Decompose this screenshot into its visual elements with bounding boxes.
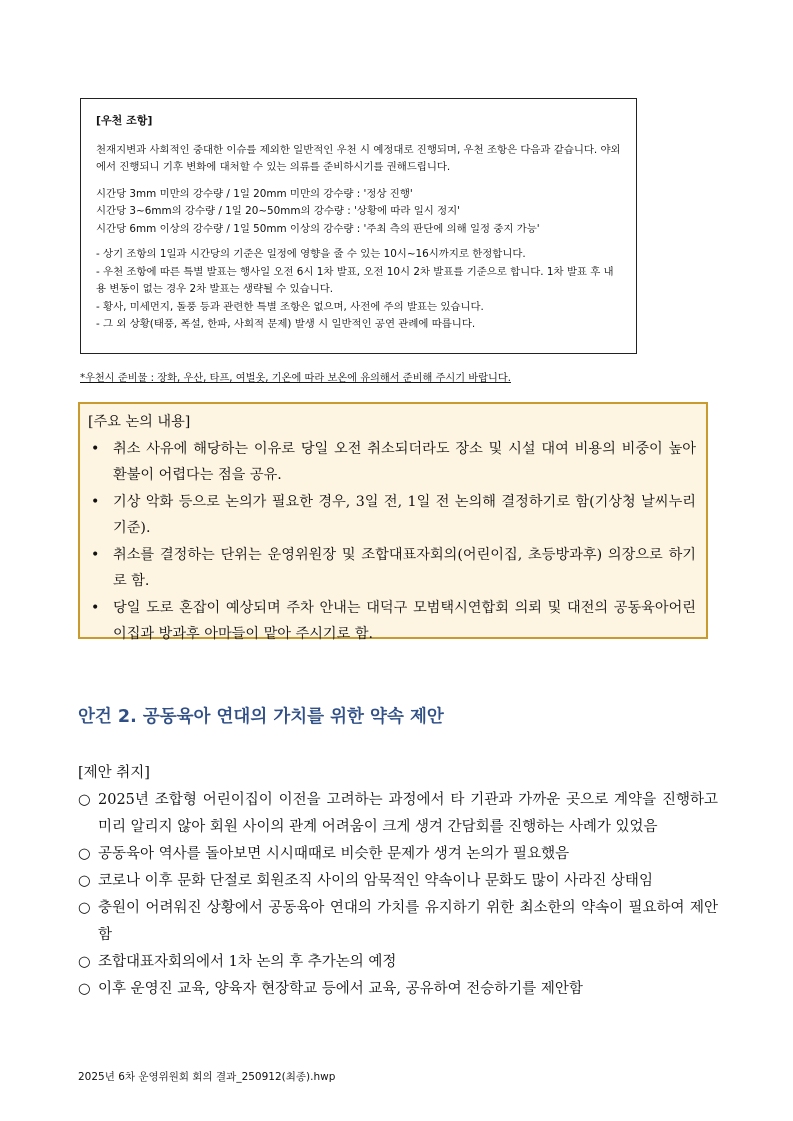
- proposal-item-text: 코로나 이후 문화 단절로 회원조직 사이의 암묵적인 약속이나 문화도 많이 사라진 상태임: [98, 873, 653, 889]
- proposal-item: [78, 949, 718, 976]
- agenda-2-title: 안건 2. 공동육아 연대의 가치를 위한 약속 제안: [78, 707, 444, 727]
- discussion-item: [88, 595, 696, 648]
- footer-filename: 2025년 6차 운영위원회 회의 결과_250912(최종).hwp: [78, 1071, 336, 1083]
- rain-clause-title: [우천 조항]: [96, 114, 153, 127]
- proposal-item: [78, 895, 718, 949]
- proposal-item-text: 조합대표자회의에서 1차 논의 후 추가논의 예정: [98, 954, 397, 970]
- bullet-icon: •: [91, 493, 100, 510]
- rain-note-3: - 황사, 미세먼지, 돌풍 등과 관련한 특별 조항은 없으며, 사전에 주의 발표는 있습니다.: [96, 300, 484, 313]
- rain-level-2: 시간당 3~6mm의 강수량 / 1일 20~50mm의 강수량 : '상황에 따라 일시 정지': [96, 205, 461, 217]
- proposal-item-text: 충원이 어려워진 상황에서 공동육아 연대의 가치를 유지하기 위한 최소한의 약속이 필요하여 제안함: [98, 900, 718, 943]
- rain-note-1: - 상기 조항의 1일과 시간당의 기준은 일정에 영향을 줄 수 있는 10시~16시까지로 한정합니다.: [96, 248, 526, 260]
- proposal-item: [78, 868, 718, 895]
- proposal-item: [78, 787, 718, 841]
- circle-bullet-icon: ○: [78, 981, 91, 997]
- bullet-icon: •: [91, 599, 100, 616]
- rain-level-3: 시간당 6mm 이상의 강수량 / 1일 50mm 이상의 강수량 : '주최 측의 판단에 의해 일정 중지 가능': [96, 222, 540, 235]
- discussion-box: [78, 402, 708, 642]
- proposal-item: [78, 976, 718, 1003]
- bullet-icon: •: [91, 546, 100, 563]
- rain-note-4: - 그 외 상황(태풍, 폭설, 한파, 사회적 문제) 발생 시 일반적인 공연 관례에 따릅니다.: [96, 318, 476, 330]
- proposal-heading: [제안 취지]: [78, 765, 150, 781]
- proposal-item: [78, 841, 718, 868]
- proposal-section: [78, 760, 718, 1003]
- rain-preparation-note: *우천시 준비물 : 장화, 우산, 타프, 여벌옷, 기온에 따라 보온에 유의해서 준비해 주시기 바랍니다.: [80, 373, 511, 384]
- circle-bullet-icon: ○: [78, 900, 91, 916]
- discussion-item: [88, 489, 696, 542]
- discussion-item-text: 취소를 결정하는 단위는 운영위원장 및 조합대표자회의(어린이집, 초등방과후) 의장으로 하기로 함.: [113, 546, 696, 589]
- proposal-item-text: 이후 운영진 교육, 양육자 현장학교 등에서 교육, 공유하여 전승하기를 제안함: [98, 981, 583, 997]
- circle-bullet-icon: ○: [78, 873, 91, 889]
- discussion-title: [주요 논의 내용]: [88, 414, 191, 430]
- proposal-item-text: 공동육아 역사를 돌아보면 시시때때로 비슷한 문제가 생겨 논의가 필요했음: [98, 846, 570, 862]
- rain-clause-box: [80, 98, 637, 354]
- bullet-icon: •: [91, 440, 100, 457]
- discussion-item-text: 기상 악화 등으로 논의가 필요한 경우, 3일 전, 1일 전 논의해 결정하기로 함(기상청 날씨누리 기준).: [113, 493, 696, 536]
- discussion-item-text: 당일 도로 혼잡이 예상되며 주차 안내는 대덕구 모범택시연합회 의뢰 및 대전의 공동육아어린이집과 방과후 아마들이 맡아 주시기로 함.: [113, 599, 696, 642]
- circle-bullet-icon: ○: [78, 792, 91, 808]
- discussion-item-text: 취소 사유에 해당하는 이유로 당일 오전 취소되더라도 장소 및 시설 대여 비용의 비중이 높아 환불이 어렵다는 점을 공유.: [113, 440, 696, 483]
- proposal-item-text: 2025년 조합형 어린이집이 이전을 고려하는 과정에서 타 기관과 가까운 곳으로 계약을 진행하고 미리 알리지 않아 회원 사이의 관계 어려움이 크게 생겨 간담회를 진행하는 사례가 있었음: [98, 792, 718, 835]
- circle-bullet-icon: ○: [78, 954, 91, 970]
- rain-level-1: 시간당 3mm 미만의 강수량 / 1일 20mm 미만의 강수량 : '정상 진행': [96, 187, 413, 200]
- rain-note-2: - 우천 조항에 따른 특별 발표는 행사일 오전 6시 1차 발표, 오전 10시 2차 발표를 기준으로 합니다. 1차 발표 후 내용 변동이 없는 경우 2차 발표는 생략될 수 있습니다.: [96, 265, 614, 295]
- rain-clause-intro: 천재지변과 사회적인 중대한 이슈를 제외한 일반적인 우천 시 예정대로 진행되며, 우천 조항은 다음과 같습니다. 야외에서 진행되니 기후 변화에 대처할 수 있는 의류를 준비하시기를 권해드립니다.: [96, 143, 621, 173]
- discussion-item: [88, 436, 696, 489]
- discussion-item: [88, 542, 696, 595]
- circle-bullet-icon: ○: [78, 846, 91, 862]
